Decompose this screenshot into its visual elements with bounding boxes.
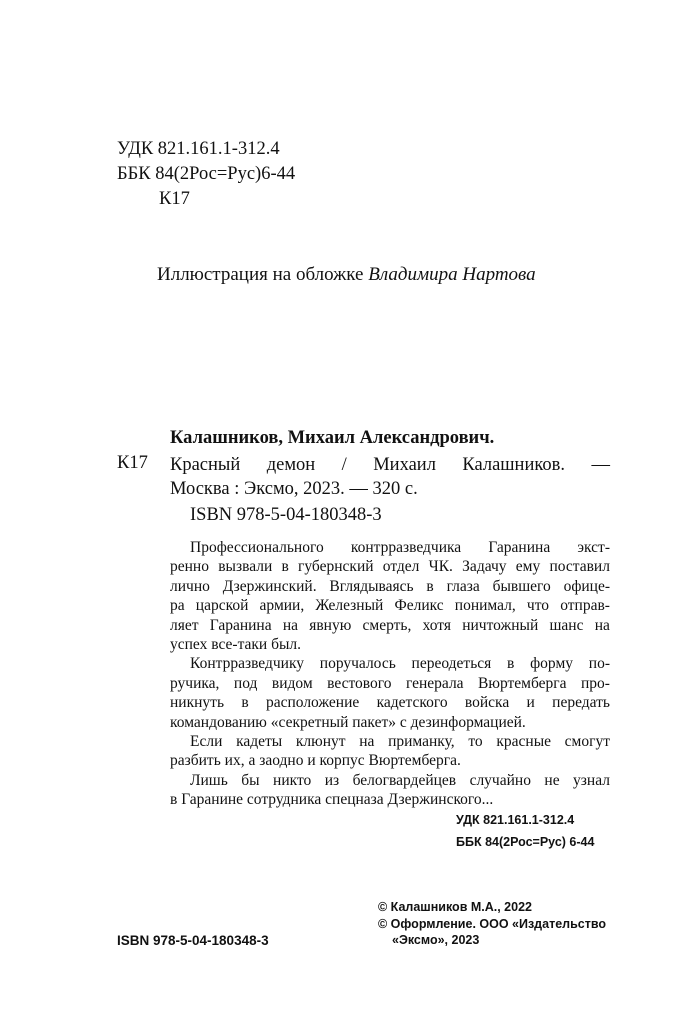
word: из: [324, 771, 340, 789]
word: шанс: [549, 616, 584, 634]
annotation-line: [170, 557, 610, 576]
word: царской: [195, 597, 249, 615]
title-word: —: [591, 455, 610, 475]
annotation-line: [170, 693, 610, 712]
copyright-block: [378, 899, 606, 949]
word: Вглядываясь: [329, 577, 414, 595]
word: контрразведчика: [350, 539, 462, 556]
word: глаза: [446, 577, 480, 595]
copyright-design: © Оформление. ООО «Издательство: [378, 916, 606, 931]
word: армии,: [259, 597, 305, 615]
word: ра: [170, 597, 185, 615]
word: случайно: [469, 771, 531, 789]
word: поручалось: [319, 655, 396, 673]
word: узнал: [573, 771, 610, 789]
word: явную: [309, 616, 352, 634]
annotation-line: в Гаранине сотрудника спецназа Дзержинского...: [170, 791, 494, 809]
word: на: [282, 616, 299, 634]
classification-codes: [117, 137, 295, 212]
annotation-line: [170, 732, 610, 751]
footer-codes: [456, 809, 594, 853]
title-word: Калашников.: [462, 455, 566, 475]
word: на: [359, 733, 375, 751]
word: отдел: [382, 558, 420, 576]
word: и: [526, 694, 535, 712]
word: никто: [273, 771, 312, 789]
word: ему: [515, 558, 541, 576]
word: Гаранина: [209, 616, 272, 634]
word: по-: [588, 655, 610, 673]
word: понимал,: [454, 597, 516, 615]
word: никнуть: [170, 694, 225, 712]
word: Гаранина: [488, 539, 551, 556]
illustration-prefix: Иллюстрация на обложке: [157, 264, 364, 285]
annotation-line: [170, 654, 610, 673]
word: красные: [496, 733, 551, 751]
annotation-line: разбить их, а заодно и корпус Вюртемберга.: [170, 752, 461, 770]
copyright-author: © Калашников М.А., 2022: [378, 900, 532, 914]
bib-author: Калашников, Михаил Александрович.: [170, 428, 495, 448]
word: ляет: [170, 616, 199, 634]
word: генерала: [405, 674, 464, 692]
word: ручика,: [170, 674, 220, 692]
annotation-line: [170, 577, 610, 596]
bbk-code: ББК 84(2Рос=Рус)6-44: [117, 164, 296, 184]
annotation: [170, 538, 610, 810]
word: что: [526, 597, 550, 615]
word: лично: [170, 577, 210, 595]
word: бывшего: [492, 577, 551, 595]
annotation-line: успех все-таки был.: [170, 636, 302, 654]
copyright-design-cont: «Эксмо», 2023: [392, 933, 480, 947]
word: клюнут: [295, 733, 346, 751]
word: видом: [271, 674, 313, 692]
word: передать: [552, 694, 610, 712]
word: форму: [530, 655, 574, 673]
word: белогвардейцев: [352, 771, 457, 789]
word: Если: [190, 733, 223, 751]
word: смерть,: [362, 616, 412, 634]
word: смогут: [564, 733, 610, 751]
word: вестового: [327, 674, 392, 692]
word: Контрразведчику: [190, 655, 305, 673]
annotation-line: [170, 538, 610, 557]
bib-title-block: [170, 453, 610, 501]
bib-title-line2: Москва : Эксмо, 2023. — 320 с.: [170, 479, 418, 499]
word: бы: [241, 771, 260, 789]
word: в: [281, 558, 289, 576]
word: Профессионального: [190, 539, 324, 556]
title-word: Михаил: [373, 455, 436, 475]
annotation-line: [170, 616, 610, 635]
bib-author-mark: К17: [117, 453, 148, 473]
footer-bbk: ББК 84(2Рос=Рус) 6-44: [456, 835, 595, 849]
word: Дзержинский.: [222, 577, 317, 595]
illustration-credit: [157, 264, 536, 286]
word: поставил: [549, 558, 610, 576]
word: в: [241, 694, 249, 712]
udk-code: УДК 821.161.1-312.4: [117, 139, 280, 159]
word: экст-: [577, 539, 610, 556]
word: хотя: [422, 616, 451, 634]
illustration-artist: Владимира Нартова: [368, 264, 536, 285]
title-word: Красный: [170, 455, 241, 475]
word: кадеты: [236, 733, 283, 751]
title-word: демон: [266, 455, 316, 475]
author-mark: К17: [159, 189, 190, 209]
word: отправ-: [560, 597, 610, 615]
word: приманку,: [388, 733, 455, 751]
title-word: /: [341, 455, 347, 475]
word: вызвали: [218, 558, 273, 576]
word: в: [507, 655, 515, 673]
word: Задачу: [462, 558, 507, 576]
word: ничтожный: [462, 616, 539, 634]
footer-isbn: ISBN 978-5-04-180348-3: [117, 933, 269, 948]
word: не: [544, 771, 560, 789]
word: Лишь: [190, 771, 228, 789]
word: ЧК.: [428, 558, 453, 576]
word: переодеться: [411, 655, 492, 673]
word: кадетского: [376, 694, 448, 712]
word: войска: [464, 694, 510, 712]
annotation-line: командованию «секретный пакет» с дезинформацией.: [170, 713, 526, 731]
word: в: [426, 577, 434, 595]
word: про-: [580, 674, 610, 692]
word: то: [468, 733, 483, 751]
annotation-line: [170, 771, 610, 790]
word: Вюртемберга: [478, 674, 567, 692]
word: Железный: [315, 597, 384, 615]
word: Феликс: [394, 597, 444, 615]
word: губернский: [298, 558, 374, 576]
word: офице-: [563, 577, 610, 595]
word: под: [233, 674, 258, 692]
word: на: [594, 616, 610, 634]
annotation-line: [170, 674, 610, 693]
bib-isbn: ISBN 978-5-04-180348-3: [190, 505, 382, 525]
bib-title-line1: [170, 453, 610, 477]
word: расположение: [265, 694, 360, 712]
footer-udk: УДК 821.161.1-312.4: [456, 813, 575, 827]
annotation-line: [170, 596, 610, 615]
word: ренно: [170, 558, 209, 576]
